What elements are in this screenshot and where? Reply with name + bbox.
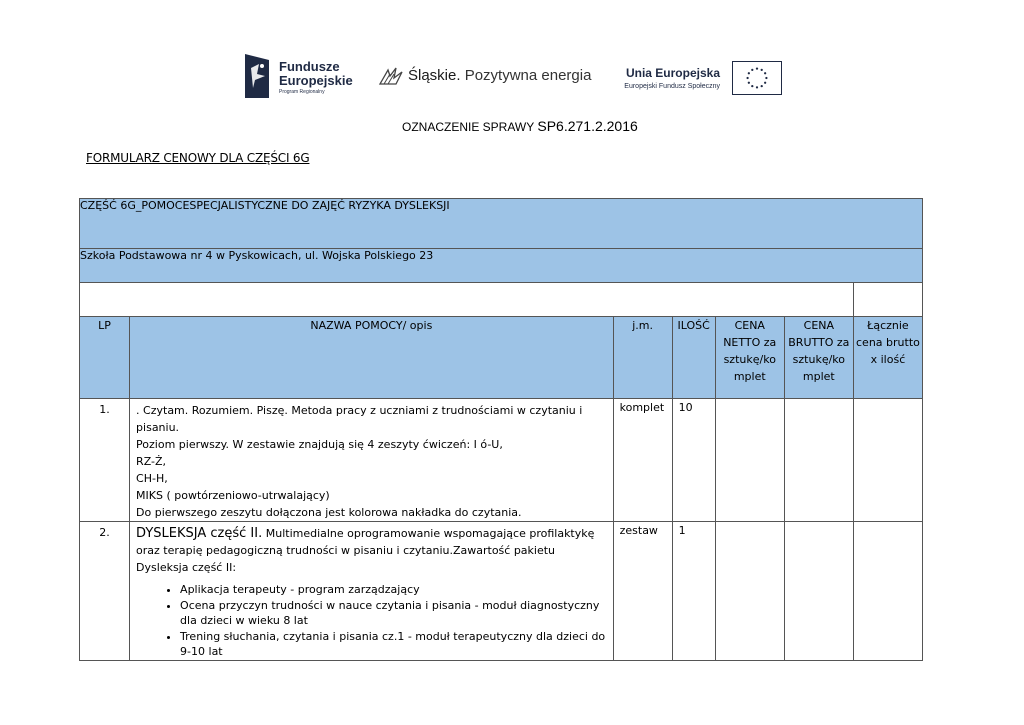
fe-line3: Program Regionalny [279,89,325,95]
fe-line1: Fundusze [279,59,340,74]
part-title: CZĘŚĆ 6G_POMOCESPECJALISTYCZNE DO ZAJĘĆ RYZYKA DYSLEKSJI [80,199,923,249]
slaskie-name: Śląskie. [408,67,461,84]
header-qty: ILOŚĆ [672,317,715,399]
row-description [130,399,614,522]
spacer-row [80,283,923,317]
list-item: • Ocena przyczyn trudności w nauce czytania i pisania - moduł diagnostyczny dla dzieci w wieku 8 lat [180,598,607,628]
fundusze-europejskie-logo [245,52,375,100]
row-net-price[interactable] [715,399,784,522]
fe-line2: Europejskie [279,73,353,88]
row-qty: 10 [672,399,715,522]
header-lp: LP [80,317,130,399]
slaskie-logo [378,64,592,94]
school-row [80,249,923,283]
eu-star-icon [764,72,766,74]
fe-flag-icon [245,54,269,98]
list-item: • Aplikacja terapeuty - program zarządzający [180,582,607,597]
eu-star-icon [756,67,758,69]
header-total: Łącznie cena brutto x ilość [853,317,922,399]
desc-paragraph [136,525,607,576]
spacer-cell [80,283,854,317]
table-row [80,399,923,522]
eu-star-icon [765,77,767,79]
slaskie-text [408,67,591,84]
row-lp: 1. [80,399,130,522]
logo-bar [245,52,780,102]
row-qty: 1 [672,522,715,661]
spacer-cell [853,283,922,317]
row-description [130,522,614,661]
product-title: DYSLEKSJA część II. [136,526,263,541]
school-name: Szkoła Podstawowa nr 4 w Pyskowicach, ul. Wojska Polskiego 23 [80,249,923,283]
eu-star-icon [746,77,748,79]
product-intro: Multimedialne oprogramowanie wspomagające profilaktykę oraz terapię pedagogiczną trudności w pisaniu i czytaniu.Zawartość pakietu Dysleksja część II: [136,527,595,574]
list-item: • Trening słuchania, czytania i pisania cz.1 - moduł terapeutyczny dla dzieci do 9-10 lat [180,629,607,659]
eu-star-icon [751,69,753,71]
header-name: NAZWA POMOCY/ opis [130,317,614,399]
row-net-price[interactable] [715,522,784,661]
row-gross-price[interactable] [784,399,853,522]
ue-line1: Unia Europejska [625,66,720,80]
eu-star-icon [761,69,763,71]
row-jm: zestaw [613,522,672,661]
slaskie-bird-icon [378,66,404,88]
row-total[interactable] [853,522,922,661]
desc-line: CH-H, [136,472,168,485]
desc-line: Poziom pierwszy. W zestawie znajdują się 4 zeszyty ćwiczeń: I ó-U, [136,438,503,451]
ue-line2: Europejski Fundusz Społeczny [624,83,720,90]
row-jm: komplet [613,399,672,522]
case-number [402,118,638,134]
eu-star-icon [748,72,750,74]
form-title: FORMULARZ CENOWY DLA CZĘŚCI 6G [86,151,310,165]
unia-europejska-logo [607,61,782,99]
desc-line: . Czytam. Rozumiem. Piszę. Metoda pracy z uczniami z trudnościami w czytaniu i pisaniu. [136,404,583,434]
desc-line: Do pierwszego zeszytu dołączona jest kolorowa nakładka do czytania. [136,506,522,519]
slaskie-slogan: Pozytywna energia [464,67,592,84]
eu-star-icon [756,86,758,88]
row-total[interactable] [853,399,922,522]
desc-line: RZ-Ż, [136,455,167,468]
eu-star-icon [751,85,753,87]
eu-star-icon [748,82,750,84]
eu-star-icon [764,82,766,84]
row-lp: 2. [80,522,130,661]
case-label: OZNACZENIE SPRAWY [402,120,535,134]
eu-star-icon [761,85,763,87]
table-row [80,522,923,661]
eu-flag-icon [732,61,782,95]
header-gross-price: CENA BRUTTO za sztukę/ko mplet [784,317,853,399]
part-title-row [80,199,923,249]
row-gross-price[interactable] [784,522,853,661]
header-row [80,317,923,399]
price-form-table [79,198,923,661]
case-code: SP6.271.2.2016 [537,118,638,134]
header-jm: j.m. [613,317,672,399]
contents-list [136,582,607,659]
header-net-price: CENA NETTO za sztukę/ko mplet [715,317,784,399]
desc-line: MIKS ( powtórzeniowo-utrwalający) [136,489,330,502]
